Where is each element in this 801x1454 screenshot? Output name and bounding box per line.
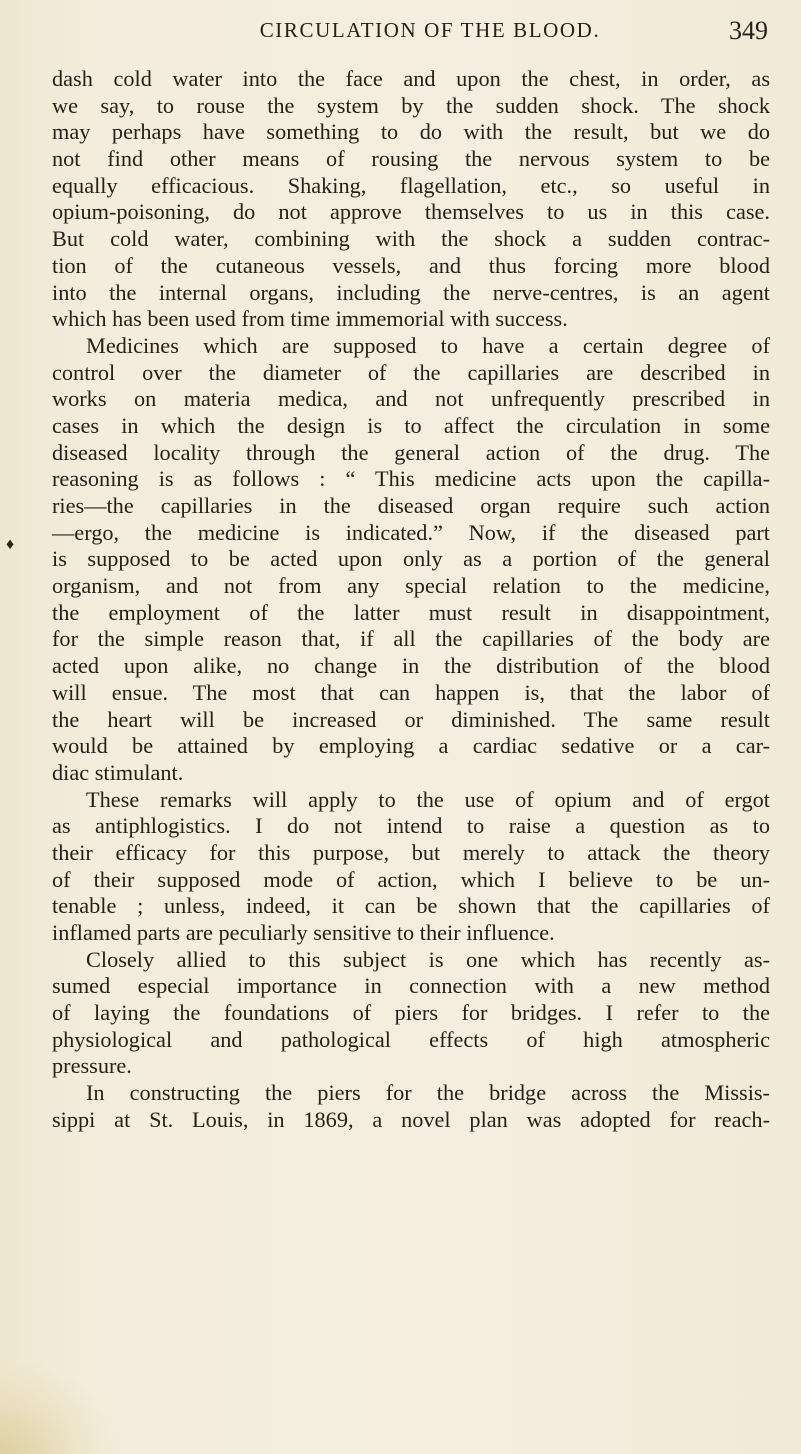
- text-line: is supposed to be acted upon only as a portion of the general: [52, 546, 770, 572]
- text-line: diac stimulant.: [52, 759, 184, 785]
- text-line: into the internal organs, including the nerve-centres, is an agent: [52, 279, 770, 305]
- text-line: —ergo, the medicine is indicated.” Now, if the diseased part: [52, 519, 770, 545]
- text-line: works on materia medica, and not unfrequently prescribed in: [52, 386, 770, 412]
- margin-mark-icon: ♦: [6, 536, 15, 553]
- text-line: diseased locality through the general action of the drug. The: [52, 439, 770, 465]
- text-line: the heart will be increased or diminished. The same result: [52, 706, 770, 732]
- text-line: of their supposed mode of action, which I believe to be un-: [52, 866, 770, 892]
- text-line: These remarks will apply to the use of opium and of ergot: [86, 786, 770, 812]
- text-line: for the simple reason that, if all the capillaries of the body are: [52, 626, 770, 652]
- text-line: control over the diameter of the capillaries are described in: [52, 359, 770, 385]
- text-line: But cold water, combining with the shock a sudden contrac-: [52, 226, 770, 252]
- text-line: their efficacy for this purpose, but merely to attack the theory: [52, 839, 770, 865]
- text-line: reasoning is as follows : “ This medicine acts upon the capilla-: [52, 466, 770, 492]
- text-line: may perhaps have something to do with the result, but we do: [52, 119, 770, 145]
- text-line: opium-poisoning, do not approve themselves to us in this case.: [52, 199, 770, 225]
- text-line: sippi at St. Louis, in 1869, a novel plan was adopted for reach-: [52, 1106, 770, 1132]
- text-line: cases in which the design is to affect the circulation in some: [52, 412, 770, 438]
- text-line: acted upon alike, no change in the distribution of the blood: [52, 653, 770, 679]
- text-line: tenable ; unless, indeed, it can be shown that the capillaries of: [52, 893, 770, 919]
- text-line: the employment of the latter must result in disappointment,: [52, 599, 770, 625]
- text-line: tion of the cutaneous vessels, and thus forcing more blood: [52, 252, 770, 278]
- text-line: In constructing the piers for the bridge across the Missis-: [86, 1080, 770, 1106]
- page-number: 349: [729, 16, 768, 45]
- text-line: Medicines which are supposed to have a certain degree of: [86, 332, 770, 358]
- text-line: sumed especial importance in connection with a new method: [52, 973, 770, 999]
- text-line: Closely allied to this subject is one which has recently as-: [86, 946, 770, 972]
- text-line: will ensue. The most that can happen is, that the labor of: [52, 679, 770, 705]
- text-line: equally efficacious. Shaking, flagellation, etc., so useful in: [52, 172, 770, 198]
- text-line: of laying the foundations of piers for bridges. I refer to the: [52, 1000, 770, 1026]
- paper-stain: [0, 1364, 120, 1454]
- body-text: [52, 66, 770, 1134]
- text-line: dash cold water into the face and upon the chest, in order, as: [52, 66, 770, 91]
- text-line: as antiphlogistics. I do not intend to raise a question as to: [52, 813, 770, 839]
- text-line: not find other means of rousing the nervous system to be: [52, 146, 770, 172]
- text-line: we say, to rouse the system by the sudden shock. The shock: [52, 92, 770, 118]
- text-line: organism, and not from any special relation to the medicine,: [52, 573, 770, 599]
- page-header: [52, 18, 768, 52]
- text-line: ries—the capillaries in the diseased organ require such action: [52, 493, 770, 518]
- text-line: would be attained by employing a cardiac sedative or a car-: [52, 733, 770, 759]
- text-line: which has been used from time immemorial with success.: [52, 306, 568, 332]
- running-head: CIRCULATION OF THE BLOOD.: [259, 18, 601, 42]
- text-line: inflamed parts are peculiarly sensitive to their influence.: [52, 920, 555, 945]
- text-line: pressure.: [52, 1053, 132, 1079]
- text-line: physiological and pathological effects of high atmospheric: [52, 1026, 770, 1052]
